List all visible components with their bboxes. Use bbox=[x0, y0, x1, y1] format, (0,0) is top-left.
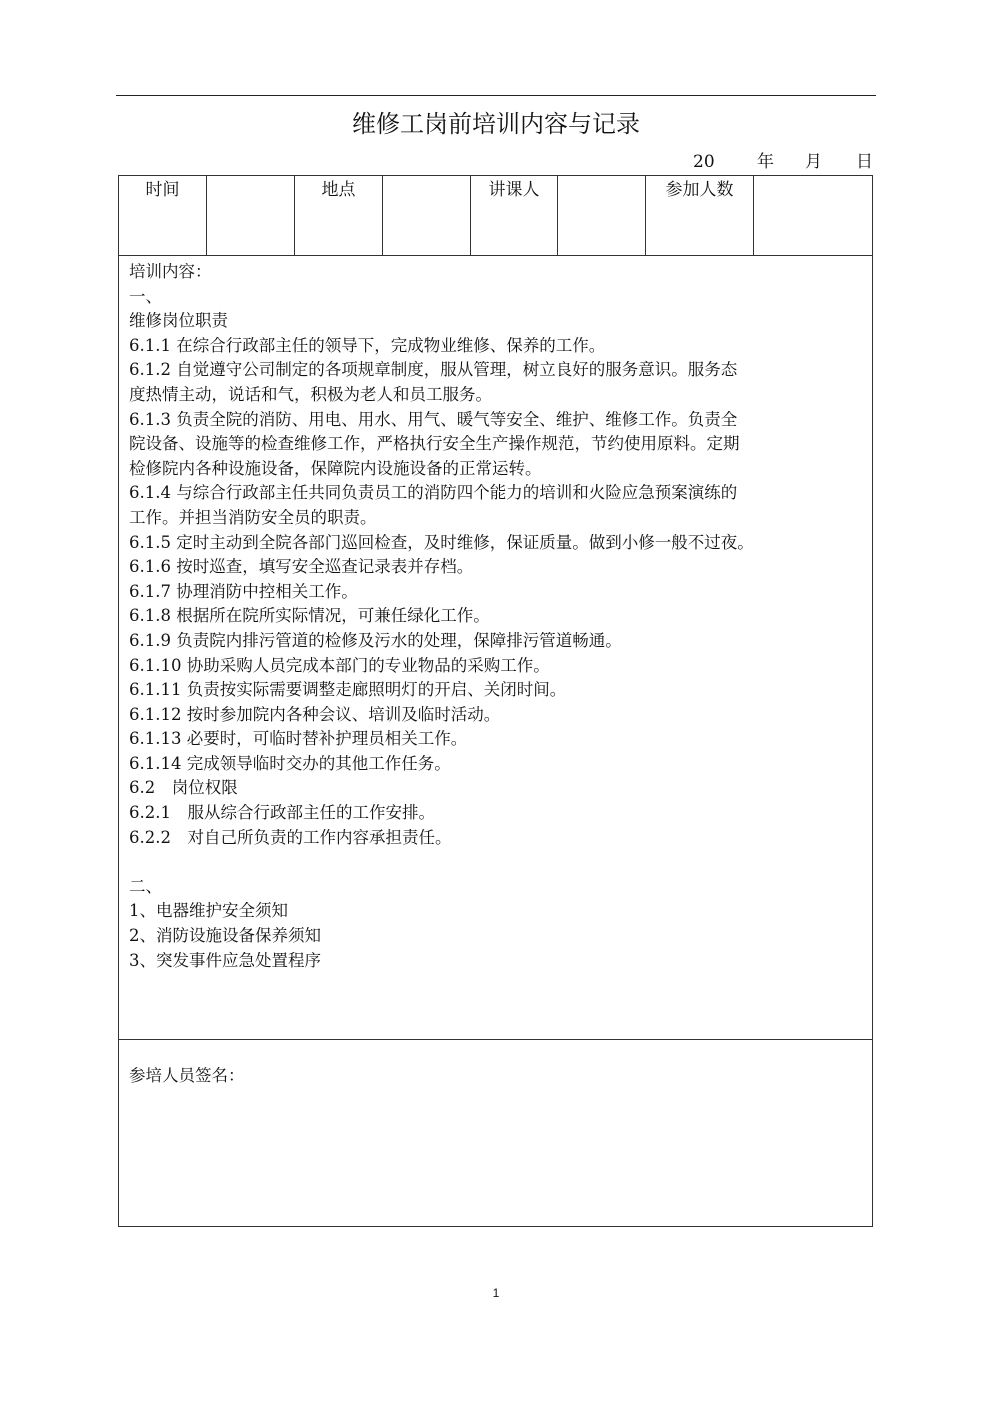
content-line: 6.1.4 与综合行政部主任共同负责员工的消防四个能力的培训和火险应急预案演练的 bbox=[129, 483, 738, 503]
time-label-cell bbox=[119, 176, 207, 256]
content-line: 一、 bbox=[129, 286, 162, 306]
content-line: 6.1.1 在综合行政部主任的领导下，完成物业维修、保养的工作。 bbox=[129, 335, 606, 355]
content-row bbox=[119, 256, 873, 1040]
content-line: 二、 bbox=[129, 876, 162, 896]
content-line: 度热情主动，说话和气，积极为老人和员工服务。 bbox=[129, 384, 492, 404]
content-line: 6.1.2 自觉遵守公司制定的各项规章制度，服从管理，树立良好的服务意识。服务态 bbox=[129, 360, 738, 380]
content-line: 1、电器维护安全须知 bbox=[129, 901, 288, 921]
content-line: 6.1.3 负责全院的消防、用电、用水、用气、暖气等安全、维护、维修工作。负责全 bbox=[129, 409, 738, 429]
place-label-cell bbox=[295, 176, 383, 256]
content-line: 6.2.1 服从综合行政部主任的工作安排。 bbox=[129, 803, 435, 823]
content-line: 院设备、设施等的检查维修工作，严格执行安全生产操作规范，节约使用原料。定期 bbox=[129, 434, 740, 454]
content-line: 3、突发事件应急处置程序 bbox=[129, 950, 321, 970]
content-line: 6.1.9 负责院内排污管道的检修及污水的处理，保障排污管道畅通。 bbox=[129, 630, 622, 650]
content-line: 维修岗位职责 bbox=[129, 311, 228, 331]
place-value-cell[interactable] bbox=[383, 176, 471, 256]
content-line: 6.1.8 根据所在院所实际情况，可兼任绿化工作。 bbox=[129, 606, 490, 626]
page-number: 1 bbox=[492, 1286, 500, 1300]
lecturer-label-cell bbox=[471, 176, 558, 256]
content-line: 6.1.10 协助采购人员完成本部门的专业物品的采购工作。 bbox=[129, 655, 550, 675]
time-label: 时间 bbox=[145, 180, 180, 200]
signature-row bbox=[119, 1040, 873, 1227]
content-line: 6.1.12 按时参加院内各种会议、培训及临时活动。 bbox=[129, 704, 501, 724]
date-month-label: 月 bbox=[805, 152, 822, 172]
content-line: 6.1.13 必要时，可临时替补护理员相关工作。 bbox=[129, 729, 468, 749]
date-year-label: 年 bbox=[757, 152, 774, 172]
date-year-prefix: 20 bbox=[693, 152, 715, 172]
lecturer-label: 讲课人 bbox=[488, 180, 540, 200]
content-line: 工作。并担当消防安全员的职责。 bbox=[129, 507, 377, 527]
page-title: 维修工岗前培训内容与记录 bbox=[352, 110, 640, 138]
lecturer-value-cell[interactable] bbox=[558, 176, 646, 256]
training-content-label: 培训内容： bbox=[129, 262, 212, 281]
content-line: 6.1.11 负责按实际需要调整走廊照明灯的开启、关闭时间。 bbox=[129, 680, 567, 700]
content-line: 6.2.2 对自己所负责的工作内容承担责任。 bbox=[129, 827, 452, 847]
date-day-label: 日 bbox=[856, 152, 873, 172]
content-line: 6.1.5 定时主动到全院各部门巡回检查，及时维修，保证质量。做到小修一般不过夜。 bbox=[129, 532, 754, 552]
training-record-table bbox=[118, 175, 873, 1227]
time-value-cell[interactable] bbox=[207, 176, 295, 256]
content-line: 6.2 岗位权限 bbox=[129, 778, 238, 798]
attendees-label: 参加人数 bbox=[665, 180, 734, 200]
top-rule bbox=[116, 95, 876, 96]
attendees-label-cell bbox=[646, 176, 754, 256]
content-line: 6.1.7 协理消防中控相关工作。 bbox=[129, 581, 358, 601]
signature-cell[interactable] bbox=[119, 1040, 873, 1227]
attendees-value-cell[interactable] bbox=[754, 176, 873, 256]
content-line: 6.1.14 完成领导临时交办的其他工作任务。 bbox=[129, 753, 451, 773]
blank-line bbox=[129, 850, 862, 875]
place-label: 地点 bbox=[321, 180, 356, 200]
header-row bbox=[119, 176, 873, 256]
signature-label: 参培人员签名： bbox=[129, 1066, 245, 1085]
training-content-cell bbox=[119, 256, 873, 1040]
content-line: 6.1.6 按时巡查，填写安全巡查记录表并存档。 bbox=[129, 557, 474, 577]
content-line: 2、消防设施设备保养须知 bbox=[129, 926, 321, 946]
training-content-section-2 bbox=[129, 875, 862, 973]
training-content-body bbox=[129, 285, 862, 851]
content-line: 检修院内各种设施设备，保障院内设施设备的正常运转。 bbox=[129, 458, 542, 478]
